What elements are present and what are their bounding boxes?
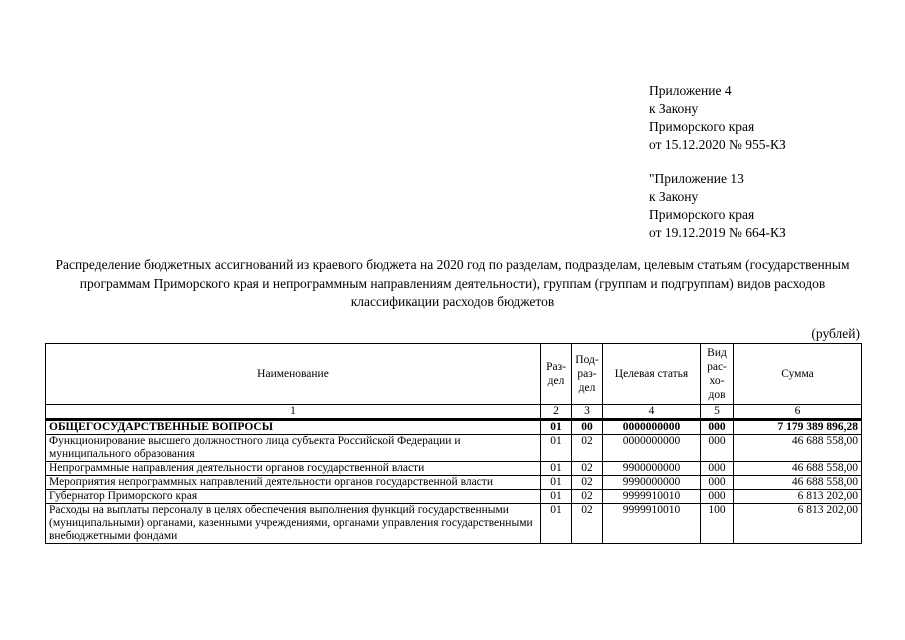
row-target-cell: 9999910010 bbox=[603, 504, 701, 544]
appendix-line: от 19.12.2019 № 664-КЗ bbox=[649, 225, 786, 240]
table-row bbox=[46, 490, 862, 504]
appendix-line: от 15.12.2020 № 955-КЗ bbox=[649, 137, 786, 152]
table-row bbox=[46, 435, 862, 462]
index-cell: 3 bbox=[572, 405, 603, 420]
index-cell: 6 bbox=[734, 405, 862, 420]
index-cell: 5 bbox=[701, 405, 734, 420]
row-expense-type-cell: 000 bbox=[701, 435, 734, 462]
index-cell: 2 bbox=[541, 405, 572, 420]
appendix-line: Приморского края bbox=[649, 119, 755, 134]
row-name-cell: Непрограммные направления деятельности органов государственной власти bbox=[46, 462, 541, 476]
row-name-cell: Губернатор Приморского края bbox=[46, 490, 541, 504]
row-target-cell: 0000000000 bbox=[603, 420, 701, 435]
appendix-original-reference bbox=[649, 170, 786, 242]
row-expense-type-cell: 000 bbox=[701, 490, 734, 504]
row-subsection-cell: 02 bbox=[572, 462, 603, 476]
header-section: Раз- дел bbox=[541, 344, 572, 405]
row-section-cell: 01 bbox=[541, 420, 572, 435]
row-subsection-cell: 02 bbox=[572, 504, 603, 544]
row-amount-cell: 46 688 558,00 bbox=[734, 435, 862, 462]
appendix-line: Приложение 4 bbox=[649, 83, 732, 98]
appendix-line: к Закону bbox=[649, 101, 699, 116]
index-cell: 4 bbox=[603, 405, 701, 420]
row-subsection-cell: 00 bbox=[572, 420, 603, 435]
row-expense-type-cell: 000 bbox=[701, 420, 734, 435]
row-name-cell: Мероприятия непрограммных направлений деятельности органов государственной власти bbox=[46, 476, 541, 490]
table-index-row bbox=[46, 405, 862, 420]
budget-table bbox=[45, 343, 862, 544]
row-target-cell: 9999910010 bbox=[603, 490, 701, 504]
row-section-cell: 01 bbox=[541, 504, 572, 544]
row-expense-type-cell: 000 bbox=[701, 476, 734, 490]
row-section-cell: 01 bbox=[541, 435, 572, 462]
units-label: (рублей) bbox=[811, 326, 860, 341]
header-amount: Сумма bbox=[734, 344, 862, 405]
row-amount-cell: 6 813 202,00 bbox=[734, 490, 862, 504]
header-subsection: Под- раз- дел bbox=[572, 344, 603, 405]
row-subsection-cell: 02 bbox=[572, 435, 603, 462]
row-name-cell: Расходы на выплаты персоналу в целях обеспечения выполнения функций государственными (муниципальными) органами, казенными учреждениями, органами управления государственными внебюджетными фондами bbox=[46, 504, 541, 544]
table-row bbox=[46, 462, 862, 476]
appendix-line: Приморского края bbox=[649, 207, 755, 222]
table-row bbox=[46, 476, 862, 490]
row-amount-cell: 46 688 558,00 bbox=[734, 476, 862, 490]
table-row bbox=[46, 504, 862, 544]
table-header-row bbox=[46, 344, 862, 405]
row-amount-cell: 6 813 202,00 bbox=[734, 504, 862, 544]
row-target-cell: 9990000000 bbox=[603, 476, 701, 490]
row-section-cell: 01 bbox=[541, 490, 572, 504]
index-cell: 1 bbox=[46, 405, 541, 420]
row-expense-type-cell: 100 bbox=[701, 504, 734, 544]
row-section-cell: 01 bbox=[541, 476, 572, 490]
row-subsection-cell: 02 bbox=[572, 490, 603, 504]
appendix-line: к Закону bbox=[649, 189, 699, 204]
header-target: Целевая статья bbox=[603, 344, 701, 405]
row-section-cell: 01 bbox=[541, 462, 572, 476]
appendix-line: "Приложение 13 bbox=[649, 171, 744, 186]
row-target-cell: 9900000000 bbox=[603, 462, 701, 476]
row-target-cell: 0000000000 bbox=[603, 435, 701, 462]
row-name-cell: Функционирование высшего должностного лица субъекта Российской Федерации и муниципального образования bbox=[46, 435, 541, 462]
header-name: Наименование bbox=[46, 344, 541, 405]
row-subsection-cell: 02 bbox=[572, 476, 603, 490]
appendix-current-reference bbox=[649, 82, 786, 154]
row-name-cell: ОБЩЕГОСУДАРСТВЕННЫЕ ВОПРОСЫ bbox=[46, 420, 541, 435]
row-amount-cell: 46 688 558,00 bbox=[734, 462, 862, 476]
row-amount-cell: 7 179 389 896,28 bbox=[734, 420, 862, 435]
table-row bbox=[46, 420, 862, 435]
header-expense-type: Вид рас- хо- дов bbox=[701, 344, 734, 405]
document-title: Распределение бюджетных ассигнований из краевого бюджета на 2020 год по разделам, подразделам, целевым статьям (государственным программам Приморского края и непрограммным направлениям деятельности), группам (группам и подгруппам) видов расходов классификации расходов бюджетов bbox=[55, 257, 850, 309]
row-expense-type-cell: 000 bbox=[701, 462, 734, 476]
